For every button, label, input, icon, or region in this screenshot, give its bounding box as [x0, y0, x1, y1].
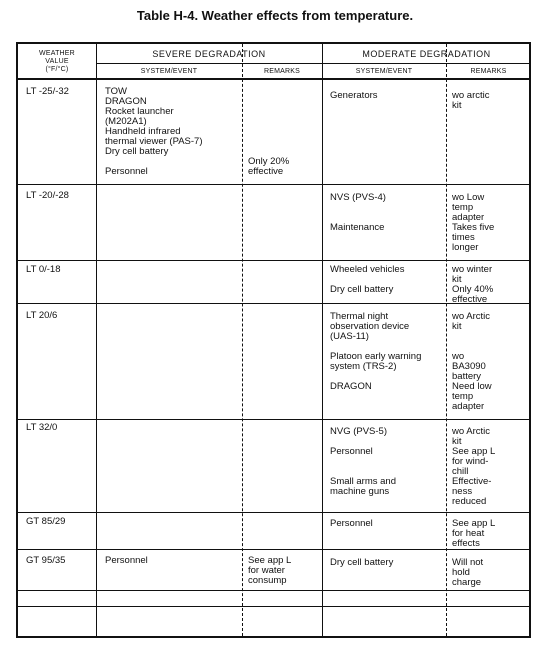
row-weather-value: GT 95/35	[26, 555, 66, 566]
row-severe-remarks: Only 20% effective	[248, 156, 290, 177]
row-divider	[18, 260, 529, 261]
row-weather-value: LT -25/-32	[26, 86, 69, 97]
row-moderate-remarks: wo Arctic kit See app L for wind- chill Effective- ness reduced	[452, 426, 496, 507]
row-divider	[18, 419, 529, 420]
column-divider	[242, 44, 243, 636]
header-severe-degradation: SEVERE DEGRADATION	[152, 49, 266, 59]
column-divider	[322, 44, 323, 636]
row-moderate-system-event: Wheeled vehicles Dry cell battery	[330, 264, 405, 295]
row-moderate-system-event: Personnel	[330, 518, 373, 529]
row-moderate-remarks: wo arctic kit	[452, 90, 490, 111]
row-moderate-remarks: wo winter kit Only 40% effective	[452, 264, 494, 305]
row-weather-value: LT 32/0	[26, 422, 58, 433]
header-moderate-remarks: REMARKS	[470, 68, 507, 75]
row-moderate-system-event: NVS (PVS-4) Maintenance	[330, 192, 386, 233]
header-severe-system-event: SYSTEM/EVENT	[140, 68, 198, 75]
table-title: Table H-4. Weather effects from temperature.	[136, 8, 414, 23]
row-divider	[18, 512, 529, 513]
row-weather-value: LT 20/6	[26, 310, 58, 321]
row-severe-system-event: TOW DRAGON Rocket launcher (M202A1) Handheld infrared thermal viewer (PAS-7) Dry cell battery Personnel	[105, 86, 203, 177]
header-severe-remarks: REMARKS	[263, 68, 301, 75]
header-bottom-rule	[18, 78, 529, 80]
row-moderate-remarks: wo Arctic kit wo BA3090 battery Need low temp adapter	[452, 311, 492, 412]
row-divider	[18, 606, 529, 607]
row-moderate-system-event: Generators	[330, 90, 378, 101]
row-severe-system-event: Personnel	[105, 555, 148, 566]
header-weather-value: WEATHER VALUE (°F/°C)	[39, 50, 75, 73]
row-weather-value: LT 0/-18	[26, 264, 61, 275]
row-severe-remarks: See app L for water consump	[248, 555, 292, 586]
column-divider	[446, 44, 447, 636]
row-moderate-remarks: Will not hold charge	[452, 557, 484, 588]
row-weather-value: LT -20/-28	[26, 190, 69, 201]
row-weather-value: GT 85/29	[26, 516, 66, 527]
row-moderate-remarks: wo Low temp adapter Takes five times longer	[452, 192, 495, 253]
row-divider	[18, 590, 529, 591]
row-moderate-system-event: Dry cell battery	[330, 557, 394, 568]
header-moderate-degradation: MODERATE DEGRADATION	[362, 49, 491, 59]
row-divider	[18, 184, 529, 185]
header-divider	[96, 63, 531, 64]
column-divider	[96, 44, 97, 636]
row-moderate-remarks: See app L for heat effects	[452, 518, 496, 549]
weather-effects-table	[16, 42, 531, 638]
header-moderate-system-event: SYSTEM/EVENT	[355, 68, 413, 75]
row-divider	[18, 549, 529, 550]
row-moderate-system-event: Thermal night observation device (UAS-11) Platoon early warning system (TRS-2) DRAGON	[330, 311, 422, 392]
row-moderate-system-event: NVG (PVS-5) Personnel Small arms and machine guns	[330, 426, 396, 497]
